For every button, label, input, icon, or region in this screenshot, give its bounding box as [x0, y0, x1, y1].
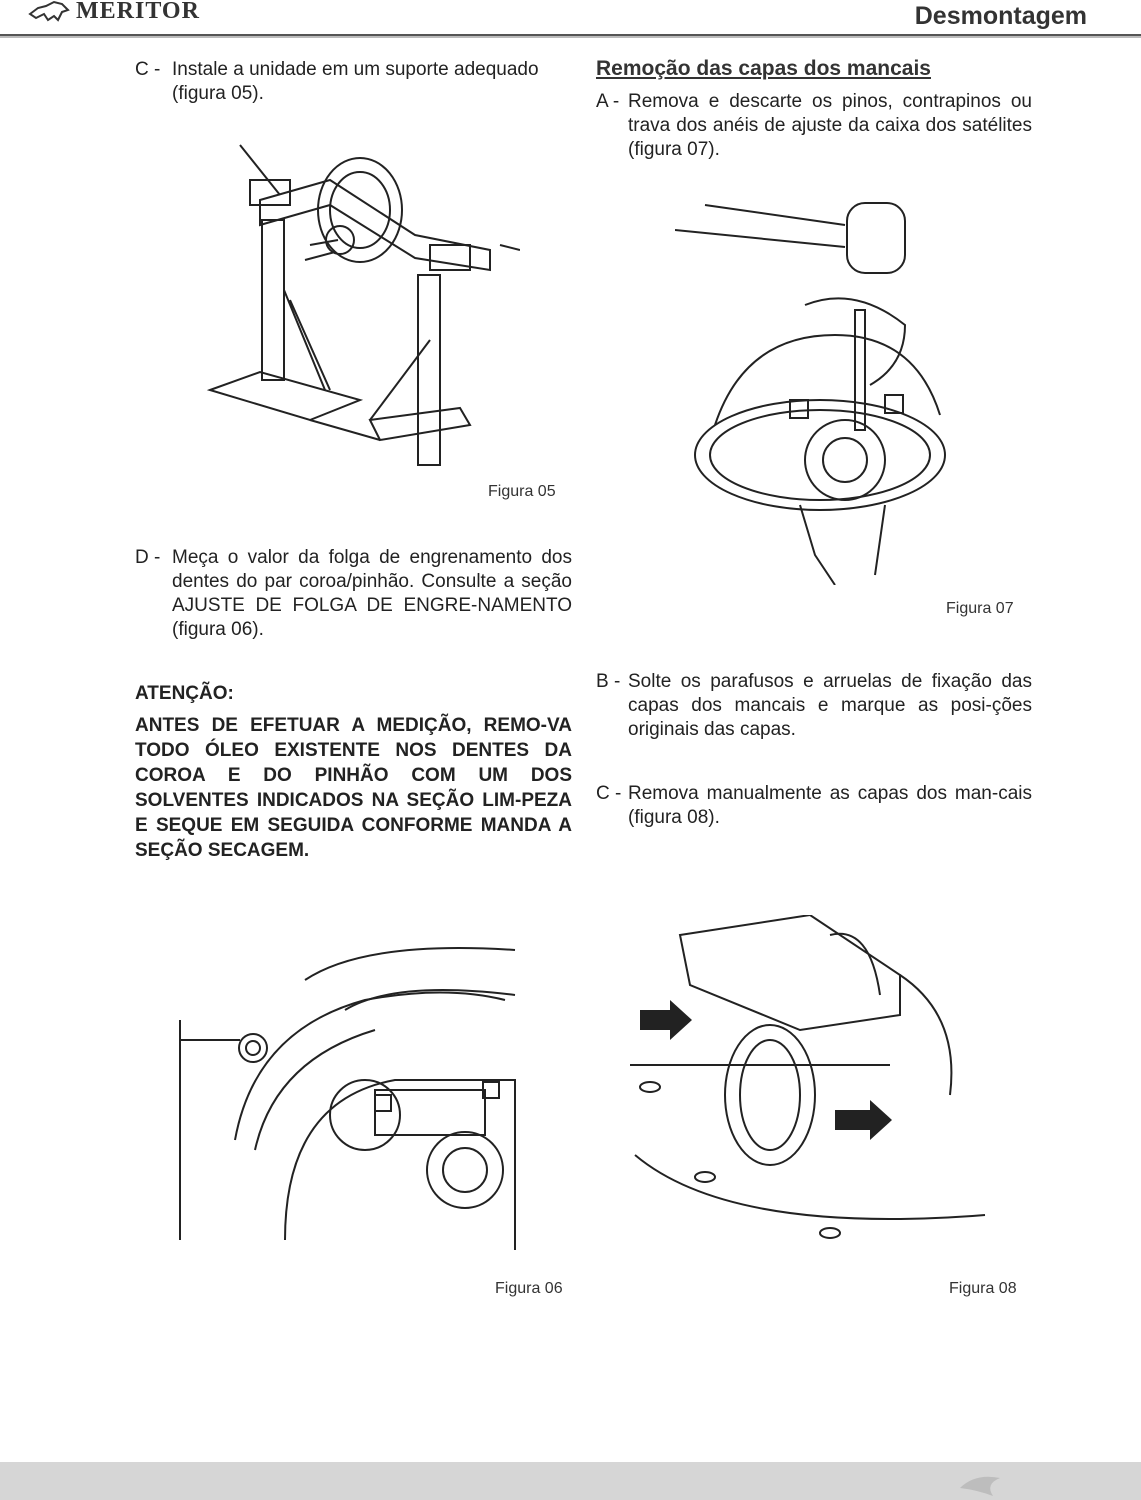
step-a-right — [596, 90, 1032, 162]
step-d-left — [135, 546, 572, 642]
figure-06-illustration — [165, 940, 525, 1260]
attention-text: ANTES DE EFETUAR A MEDIÇÃO, REMO-VA TODO ÓLEO EXISTENTE NOS DENTES DA COROA E DO PINHÃO COM UM DOS SOLVENTES INDICADOS NA SEÇÃO LIM-PEZA E SEQUE EM SEGUIDA CONFORME MANDA A SEÇÃO SECAGEM. — [135, 715, 572, 861]
meritor-logo — [28, 0, 278, 26]
figure-07-caption: Figura 07 — [946, 600, 1014, 617]
footer-bull-icon — [955, 1468, 1005, 1500]
step-label: B - — [596, 671, 621, 692]
page-section-title: Desmontagem — [914, 2, 1087, 30]
step-text: Remova manualmente as capas dos man-cais (figura 08). — [628, 783, 1032, 828]
step-text: Solte os parafusos e arruelas de fixação das capas dos mancais e marque as posi-ções originais das capas. — [628, 671, 1032, 740]
step-text: Remova e descarte os pinos, contrapinos ou trava dos anéis de ajuste da caixa dos satélites (figura 07). — [628, 91, 1032, 160]
step-label: C - — [135, 59, 161, 80]
step-label: C - — [596, 783, 622, 804]
figure-05-caption: Figura 05 — [488, 483, 556, 500]
step-c-right — [596, 782, 1032, 830]
header-rule — [0, 34, 1141, 38]
footer-band — [0, 1462, 1141, 1500]
figure-07-illustration — [675, 185, 960, 585]
section-heading: Remoção das capas dos mancais — [596, 57, 931, 80]
step-text: Instale a unidade em um suporte adequado (figura 05). — [172, 59, 539, 104]
figure-06-caption: Figura 06 — [495, 1280, 563, 1297]
step-c-left — [135, 58, 572, 106]
attention-title: ATENÇÃO: — [135, 683, 234, 704]
step-b-right — [596, 670, 1032, 742]
step-label: D - — [135, 547, 161, 568]
step-text: Meça o valor da folga de engrenamento dos dentes do par coroa/pinhão. Consulte a seção AJUSTE DE FOLGA DE ENGRE-NAMENTO (figura 06). — [172, 547, 572, 640]
figure-08-illustration — [630, 915, 990, 1255]
logo-text: MERITOR — [76, 0, 200, 24]
figure-08-caption: Figura 08 — [949, 1280, 1017, 1297]
bull-icon — [28, 0, 70, 24]
figure-05-illustration — [200, 140, 520, 470]
step-label: A - — [596, 91, 620, 112]
